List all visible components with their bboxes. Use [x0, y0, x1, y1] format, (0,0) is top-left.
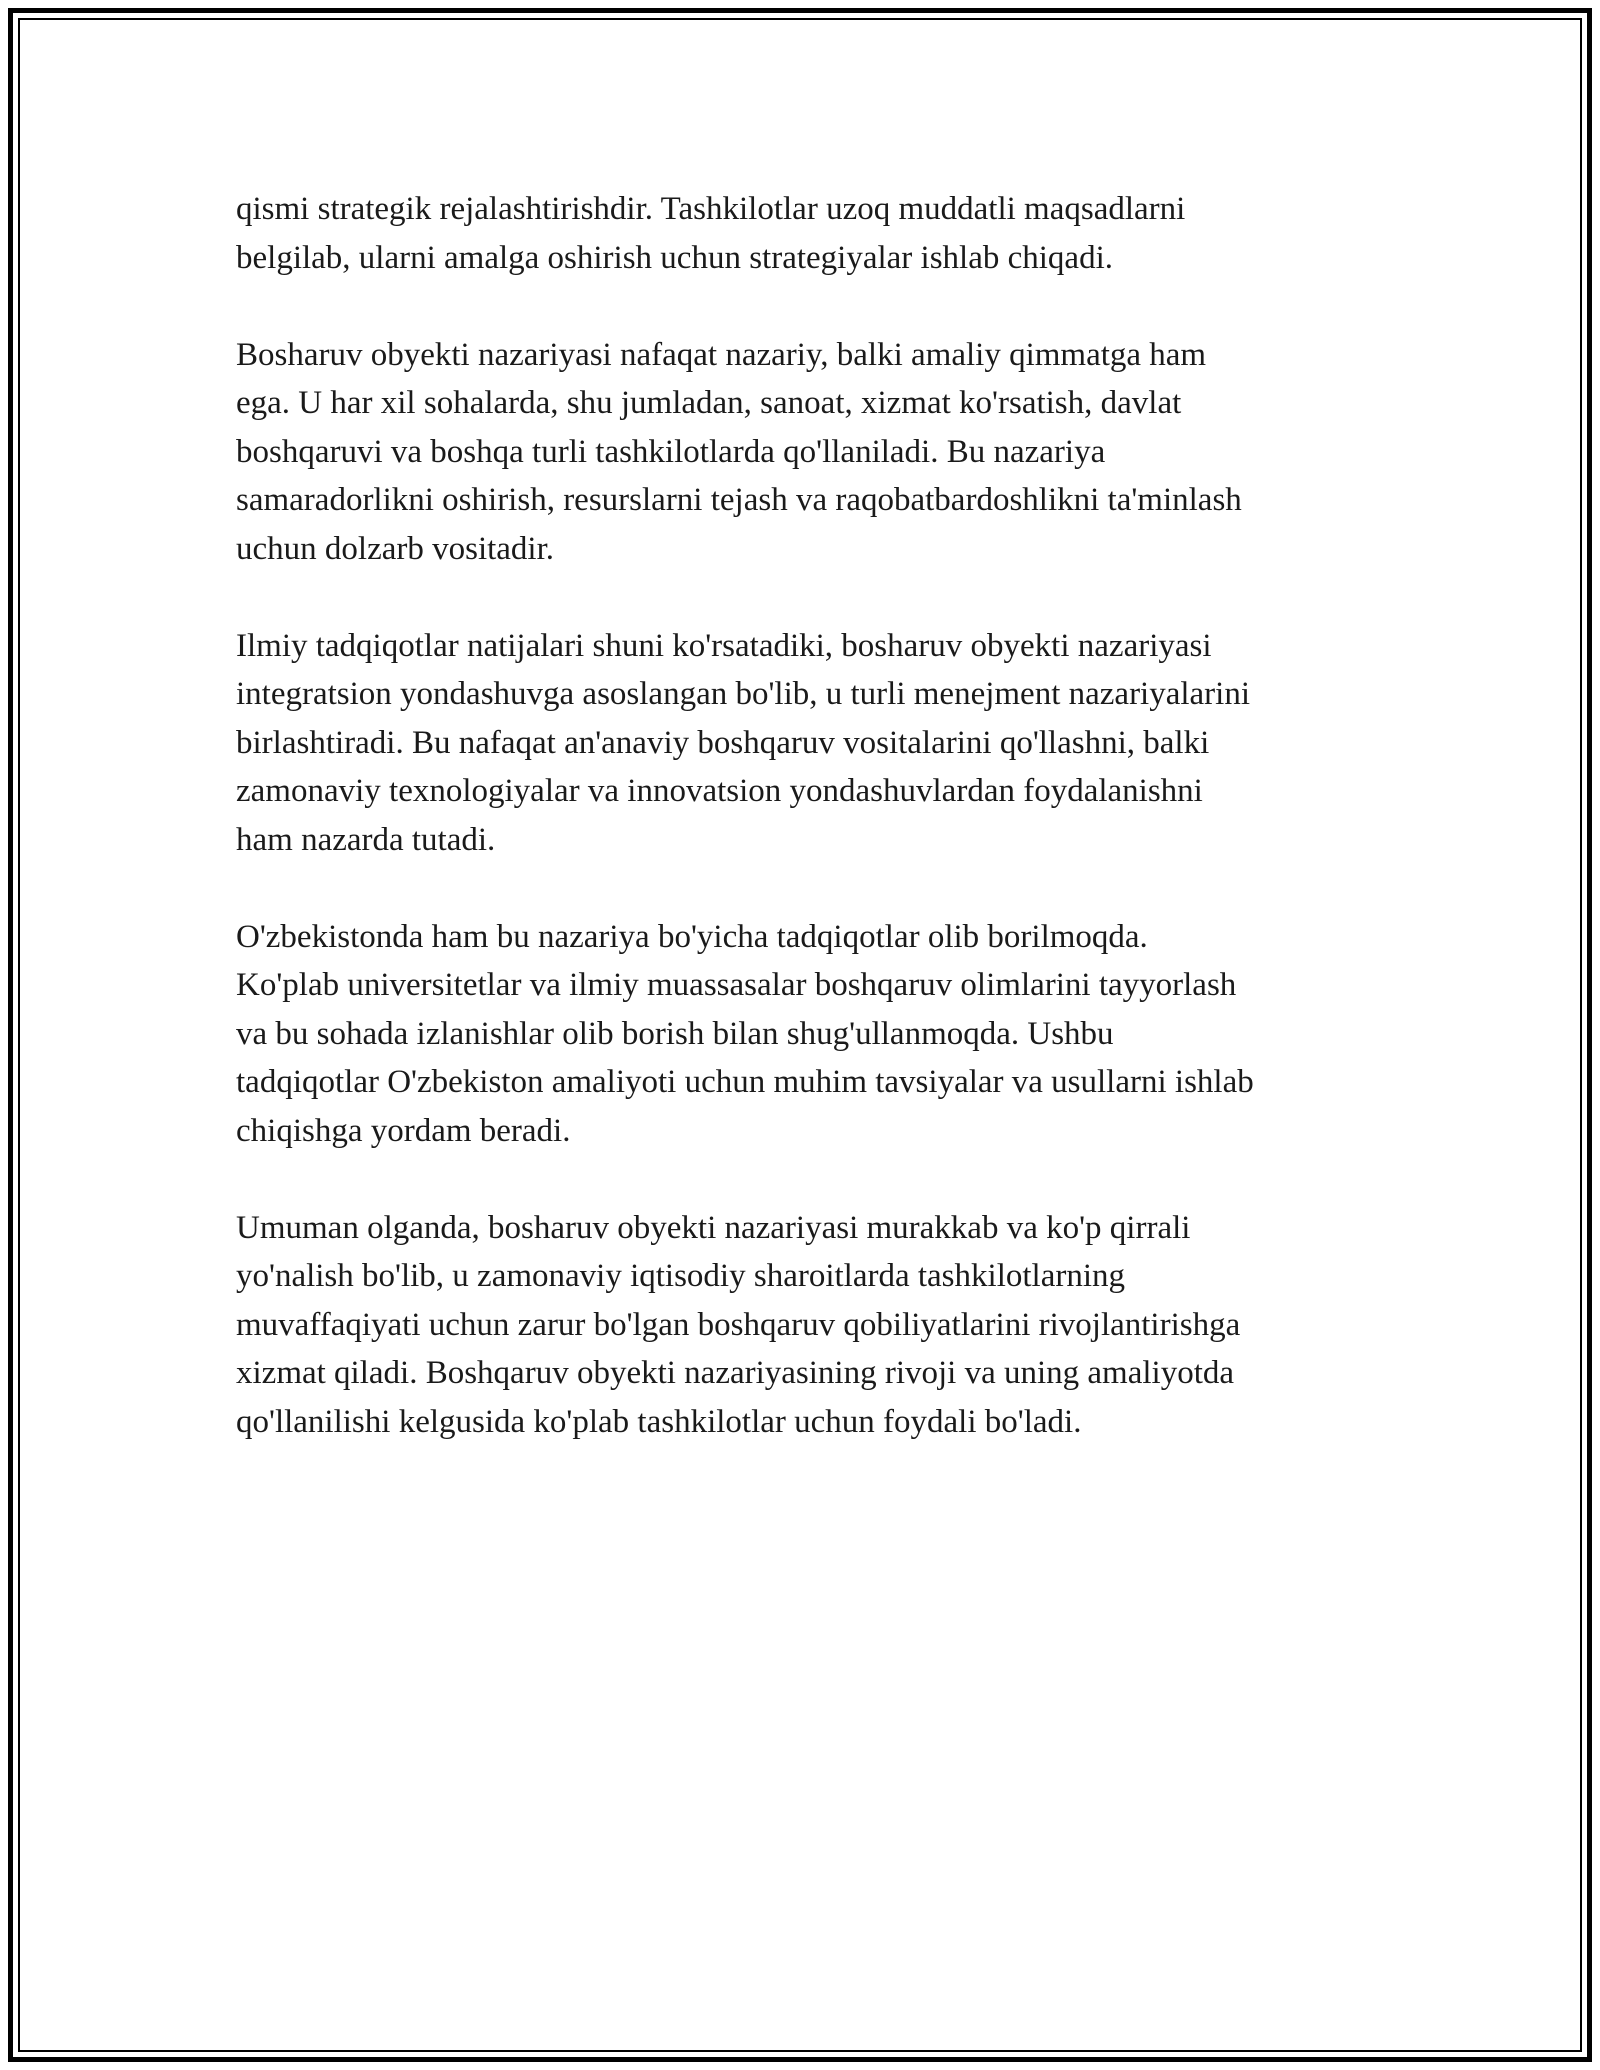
- paragraph-research-results: Ilmiy tadqiqotlar natijalari shuni ko'rsatadiki, bosharuv obyekti nazariyasi integratsion yondashuvga asoslangan bo'lib, u turli menejment nazariyalarini birlashtiradi. Bu nafaqat an'anaviy boshqaruv vositalarini qo'llashni, balki zamonaviy texnologiyalar va innovatsion yondashuvlardan foydalanishni ham nazarda tutadi.: [236, 627, 1251, 858]
- paragraph-uzbekistan-research: O'zbekistonda ham bu nazariya bo'yicha tadqiqotlar olib borilmoqda. Ko'plab universitetlar va ilmiy muassasalar boshqaruv olimlarini tayyorlash va bu sohada izlanishlar olib borish bilan shug'ullanmoqda. Ushbu tadqiqotlar O'zbekiston amaliyoti uchun muhim tavsiyalar va usullarni ishlab chiqishga yordam beradi.: [236, 918, 1254, 1149]
- document-body: [236, 185, 1396, 1495]
- paragraph-strategic-planning: qismi strategik rejalashtirishdir. Tashkilotlar uzoq muddatli maqsadlarni belgilab, ularni amalga oshirish uchun strategiyalar ishlab chiqadi.: [236, 191, 1186, 276]
- paragraph-practical-value: Bosharuv obyekti nazariyasi nafaqat nazariy, balki amaliy qimmatga ham ega. U har xil sohalarda, shu jumladan, sanoat, xizmat ko'rsatish, davlat boshqaruvi va boshqa turli tashkilotlarda qo'llaniladi. Bu nazariya samaradorlikni oshirish, resurslarni tejash va raqobatbardoshlikni ta'minlash uchun dolzarb vositadir.: [236, 336, 1242, 567]
- paragraph-conclusion: Umuman olganda, bosharuv obyekti nazariyasi murakkab va ko'p qirrali yo'nalish bo'lib, u zamonaviy iqtisodiy sharoitlarda tashkilotlarning muvaffaqiyati uchun zarur bo'lgan boshqaruv qobiliyatlarini rivojlantirishga xizmat qiladi. Boshqaruv obyekti nazariyasining rivoji va uning amaliyotda qo'llanilishi kelgusida ko'plab tashkilotlar uchun foydali bo'ladi.: [236, 1209, 1241, 1440]
